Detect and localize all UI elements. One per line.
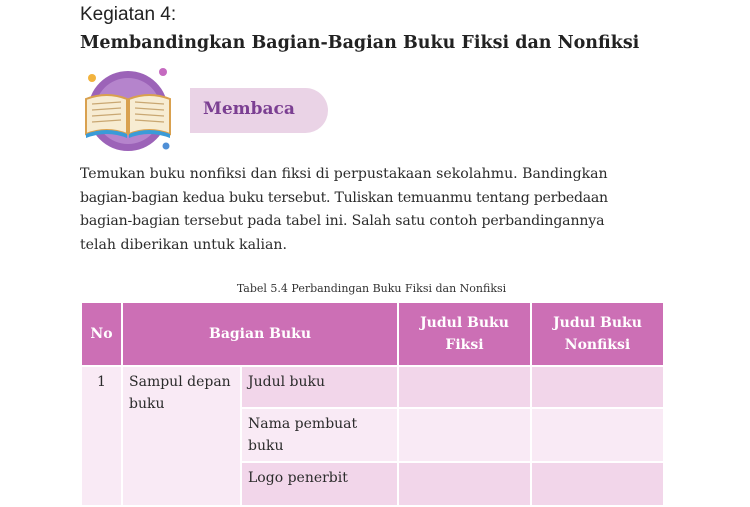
open-book-icon [80,66,180,156]
paragraph-line: bagian-bagian tersebut pada tabel ini. Salah satu contoh perbandingannya [80,213,605,229]
table-row [81,366,664,408]
paragraph-line: Temukan buku nonfiksi dan fiksi di perpustakaan sekolahmu. Bandingkan [80,166,608,182]
activity-label: Membaca [203,99,295,119]
nonfiksi-cell[interactable] [531,462,664,506]
header-judul-fiksi: Judul Buku Fiksi [398,302,531,366]
instruction-paragraph [80,163,663,257]
comparison-table [80,301,665,507]
row-item: Judul buku [241,366,398,408]
row-category: Sampul depan buku [122,366,241,506]
row-item: Logo penerbit [241,462,398,506]
table-caption: Tabel 5.4 Perbandingan Buku Fiksi dan Nonfiksi [236,282,507,295]
activity-number: Kegiatan 4: [80,4,177,25]
header-judul-nonfiksi: Judul Buku Nonfiksi [531,302,664,366]
page-title: Membandingkan Bagian-Bagian Buku Fiksi dan Nonfiksi [80,33,640,53]
header-bagian-buku: Bagian Buku [122,302,398,366]
row-number: 1 [81,366,122,506]
nonfiksi-cell[interactable] [531,366,664,408]
nonfiksi-cell[interactable] [531,408,664,462]
paragraph-line: telah diberikan untuk kalian. [80,236,287,253]
table-header-row [81,302,664,366]
fiksi-cell[interactable] [398,462,531,506]
activity-label-pill [190,88,328,133]
fiksi-cell[interactable] [398,366,531,408]
fiksi-cell[interactable] [398,408,531,462]
header-no: No [81,302,122,366]
paragraph-line: bagian-bagian kedua buku tersebut. Tuliskan temuanmu tentang perbedaan [80,189,608,206]
row-item: Nama pembuat buku [241,408,398,462]
